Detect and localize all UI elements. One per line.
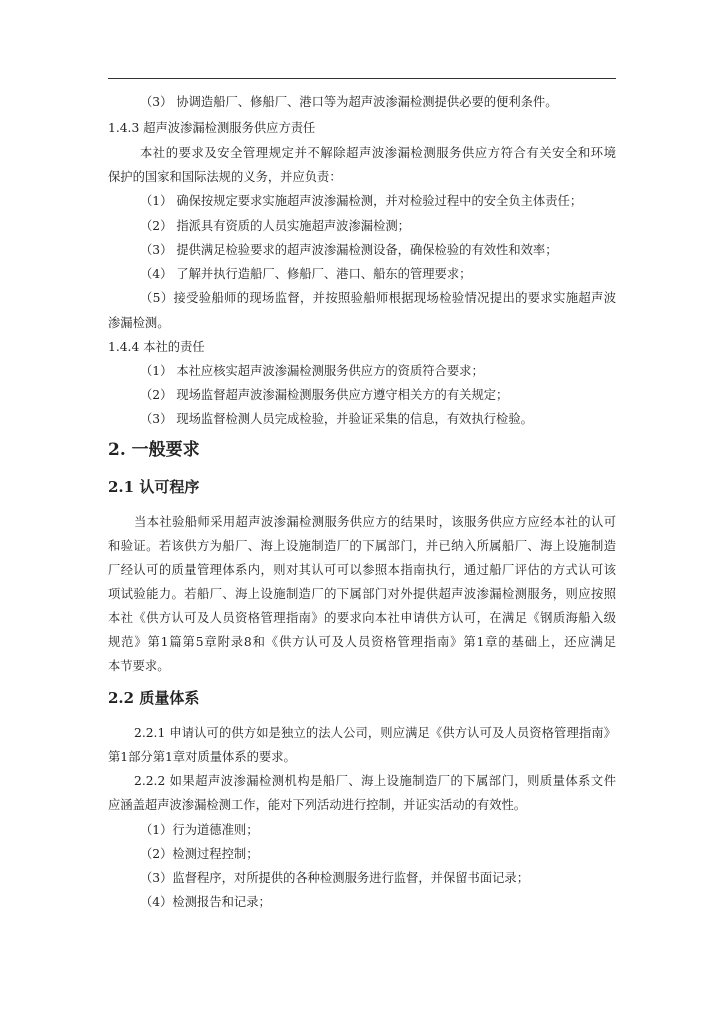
paragraph-line: 规范》第1篇第5章附录8和《供方认可及人员资格管理指南》第1章的基础上，还应满足 [108, 635, 616, 649]
text-line: 渗漏检测。 [108, 316, 170, 330]
paragraph-line: 和验证。若该供方为船厂、海上设施制造厂的下属部门，并已纳入所属船厂、海上设施制造 [108, 539, 616, 553]
chapter-heading-2: 2. 一般要求 [108, 440, 200, 460]
paragraph-line: 应涵盖超声波渗漏检测工作，能对下列活动进行控制，并证实活动的有效性。 [108, 798, 527, 812]
paragraph-line: 本社《供方认可及人员资格管理指南》的要求向本社申请供方认可，在满足《钢质海船入级 [108, 611, 616, 625]
text-line: （3） 协调造船厂、修船厂、港口等为超声波渗漏检测提供必要的便利条件。 [140, 95, 558, 109]
list-item: （5）接受验船师的现场监督，并按照验船师根据现场检验情况提出的要求实施超声波 [140, 291, 616, 305]
header-rule [108, 78, 616, 79]
list-item: （3） 提供满足检验要求的超声波渗漏检测设备，确保检验的有效性和效率； [140, 243, 558, 257]
paragraph-line: 2.2.2 如果超声波渗漏检测机构是船厂、海上设施制造厂的下属部门，则质量体系文件 [134, 774, 616, 788]
list-item: （1） 本社应核实超声波渗漏检测服务供应方的资质符合要求； [140, 364, 484, 378]
list-item: （3）监督程序，对所提供的各种检测服务进行监督，并保留书面记录； [140, 871, 530, 885]
list-item: （1）行为道德准则； [140, 823, 259, 837]
section-heading-2-2: 2.2 质量体系 [108, 689, 200, 707]
list-item: （1） 确保按规定要求实施超声波渗漏检测，并对检验过程中的安全负主体责任； [140, 194, 583, 208]
list-item: （4） 了解并执行造船厂、修船厂、港口、船东的管理要求； [140, 267, 472, 281]
section-heading-1-4-4: 1.4.4 本社的责任 [108, 340, 205, 354]
paragraph-line: 2.2.1 申请认可的供方如是独立的法人公司，则应满足《供方认可及人员资格管理指南》 [134, 726, 616, 740]
paragraph-line: 第1部分第1章对质量体系的要求。 [108, 750, 296, 764]
paragraph-line: 本节要求。 [108, 659, 170, 673]
text-line: 本社的要求及安全管理规定并不解除超声波渗漏检测服务供应方符合有关安全和环境 [140, 146, 616, 160]
paragraph-line: 项试验能力。若船厂、海上设施制造厂的下属部门对外提供超声波渗漏检测服务，则应按照 [108, 587, 616, 601]
section-heading-1-4-3: 1.4.3 超声波渗漏检测服务供应方责任 [108, 121, 316, 135]
section-heading-2-1: 2.1 认可程序 [108, 478, 200, 496]
text-line: 保护的国家和国际法规的义务，并应负责： [108, 170, 342, 184]
paragraph-line: 当本社验船师采用超声波渗漏检测服务供应方的结果时，该服务供应方应经本社的认可 [134, 515, 616, 529]
list-item: （2） 指派具有资质的人员实施超声波渗漏检测； [140, 219, 410, 233]
list-item: （3） 现场监督检测人员完成检验，并验证采集的信息，有效执行检验。 [140, 412, 533, 426]
list-item: （2） 现场监督超声波渗漏检测服务供应方遵守相关方的有关规定； [140, 388, 509, 402]
list-item: （2）检测过程控制； [140, 847, 259, 861]
paragraph-line: 厂经认可的质量管理体系内，则对其认可可以参照本指南执行，通过船厂评估的方式认可该 [108, 563, 616, 577]
list-item: （4）检测报告和记录； [140, 895, 271, 909]
